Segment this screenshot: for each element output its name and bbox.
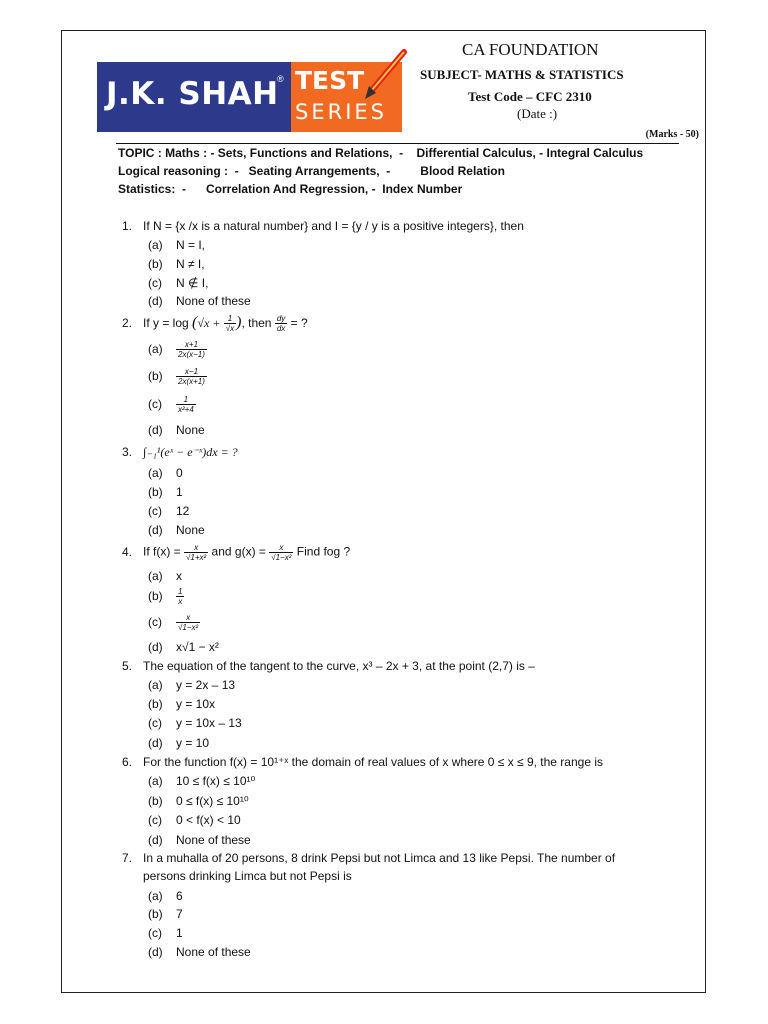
question-number: 4.	[122, 544, 133, 559]
header-divider	[116, 143, 679, 144]
question-text: In a muhalla of 20 persons, 8 drink Pepsi but not Limca and 13 like Pepsi. The number of	[143, 851, 616, 865]
option: (a) y = 2x – 13	[148, 678, 236, 692]
option: (b) 0 ≤ f(x) ≤ 10¹⁰	[148, 794, 249, 808]
question-4: 4. If f(x) = $\frac{x}{\text{√1+x²}}$ and g(x) = $\frac{x}{\text{√1−x²}}$ Find fog ?	[122, 543, 351, 562]
total-marks: (Marks - 50)	[645, 129, 699, 140]
question-7-continued: persons drinking Limca but not Pepsi is	[143, 869, 352, 883]
jk-shah-logo	[97, 62, 402, 132]
question-text: If y = log	[143, 316, 189, 330]
exam-subject: SUBJECT- MATHS & STATISTICS	[420, 67, 624, 82]
option: (c) N ∉ I,	[148, 276, 209, 290]
question-text: The equation of the tangent to the curve, x³ – 2x + 3, at the point (2,7) is –	[143, 659, 535, 673]
option: (b) $\frac{1}{x}$	[148, 587, 183, 606]
question-number: 2.	[122, 316, 133, 330]
logo-registered-mark: ®	[277, 74, 284, 84]
option: (c) 12	[148, 504, 190, 518]
option: (b) 7	[148, 907, 183, 921]
option: (b) $\frac{x-1}{2x(x+1)}$	[148, 367, 205, 386]
logo-brand-text: J.K. SHAH	[106, 76, 279, 112]
question-3	[122, 445, 238, 460]
option: (a) N = I,	[148, 238, 206, 252]
question-7	[122, 851, 615, 865]
option: (c) $\frac{1}{\text{x²+4}}$	[148, 395, 194, 414]
option: (c) 0 < f(x) < 10	[148, 813, 241, 827]
option: (c) y = 10x – 13	[148, 716, 242, 730]
option: (d) None of these	[148, 294, 251, 308]
option: (c) $\frac{x}{\text{√1−x²}}$	[148, 613, 199, 632]
option: (d) y = 10	[148, 736, 210, 750]
option: (a) $\frac{x+1}{2x(x-1)}$	[148, 340, 205, 359]
question-paper	[61, 30, 706, 993]
question-number: 6.	[122, 755, 133, 769]
option: (d) x√1 − x²	[148, 640, 219, 654]
option: (b) 1	[148, 485, 183, 499]
option: (a) 10 ≤ f(x) ≤ 10¹⁰	[148, 774, 256, 788]
question-number: 5.	[122, 659, 133, 673]
option: (a) x	[148, 569, 182, 583]
question-text: ∫₋₁¹(eˣ − e⁻ˣ)dx = ?	[143, 445, 238, 459]
option: (d) None of these	[148, 945, 251, 959]
topic-line: Logical reasoning : - Seating Arrangements, - Blood Relation	[118, 164, 505, 178]
option: (b) N ≠ I,	[148, 257, 205, 271]
logo-blue-panel	[97, 62, 291, 132]
question-number: 7.	[122, 851, 133, 865]
question-number: 1.	[122, 219, 133, 233]
question-5	[122, 659, 535, 673]
option: (d) None	[148, 423, 205, 437]
question-text: If N = {x /x is a natural number} and I = {y / y is a positive integers}, then	[143, 219, 524, 233]
option: (c) 1	[148, 926, 183, 940]
logo-test-text: TEST	[295, 66, 365, 95]
exam-title: CA FOUNDATION	[462, 40, 599, 59]
option: (a) 6	[148, 889, 183, 903]
topic-line: Statistics: - Correlation And Regression, - Index Number	[118, 182, 463, 196]
question-number: 3.	[122, 445, 133, 459]
test-code: Test Code – CFC 2310	[468, 89, 592, 104]
question-6	[122, 755, 603, 769]
logo-series-text: SERIES	[295, 100, 387, 124]
option: (a) 0	[148, 466, 183, 480]
topic-line: TOPIC : Maths : - Sets, Functions and Relations, - Differential Calculus, - Integral Calculus	[118, 146, 644, 160]
question-1	[122, 219, 524, 233]
test-date: (Date :)	[517, 106, 558, 121]
question-text: For the function f(x) = 10¹⁺ˣ the domain of real values of x where 0 ≤ x ≤ 9, the range is	[143, 755, 604, 769]
question-2: 2. If y = log (√x + $\frac{1}{√x}$ ), then $\frac{dy}{dx}$ = ?	[122, 314, 308, 334]
option: (b) y = 10x	[148, 697, 216, 711]
option: (d) None	[148, 523, 205, 537]
option: (d) None of these	[148, 833, 251, 847]
pen-icon	[352, 46, 412, 106]
